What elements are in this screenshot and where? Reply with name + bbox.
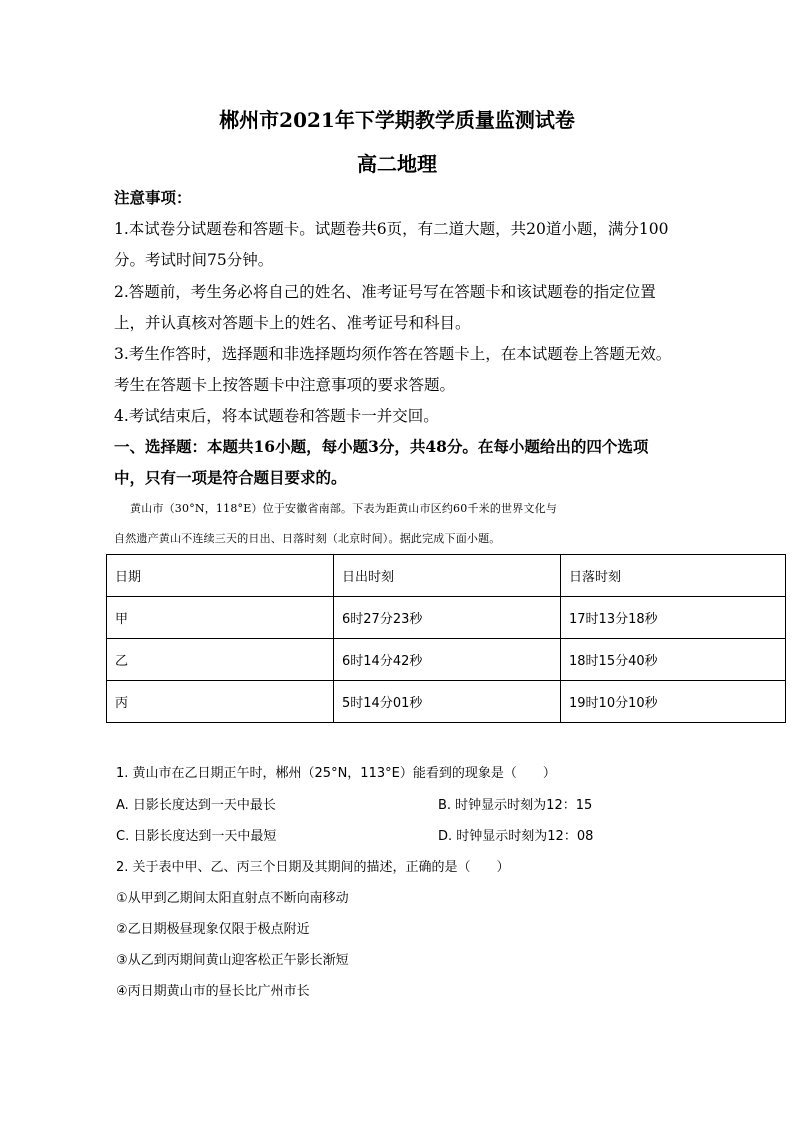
question-1-option-b: B. 时钟显示时刻为12：15 <box>438 798 593 813</box>
table-header-cell: 日出时刻 <box>334 555 561 597</box>
table-cell: 6时14分42秒 <box>334 639 561 681</box>
question-1-option-d: D. 时钟显示时刻为12：08 <box>438 829 594 844</box>
table-cell: 6时27分23秒 <box>334 597 561 639</box>
question-2-statement: ①从甲到乙期间太阳直射点不断向南移动 <box>116 891 349 906</box>
question-1-stem: 1. 黄山市在乙日期正午时，郴州（25°N，113°E）能看到的现象是（ ） <box>116 766 556 781</box>
table-cell: 5时14分01秒 <box>334 681 561 723</box>
notice-line: 上，并认真核对答题卡上的姓名、准考证号和科目。 <box>114 314 471 332</box>
table-cell: 甲 <box>107 597 334 639</box>
table-cell: 丙 <box>107 681 334 723</box>
section-heading: 一、选择题：本题共16小题，每小题3分，共48分。在每小题给出的四个选项 <box>114 437 649 456</box>
question-2-statement: ③从乙到丙期间黄山迎客松正午影长渐短 <box>116 953 349 968</box>
sunrise-sunset-table <box>106 554 786 723</box>
notice-line: 4.考试结束后，将本试题卷和答题卡一并交回。 <box>114 407 439 425</box>
question-1-option-c: C. 日影长度达到一天中最短 <box>116 829 277 844</box>
question-2-stem: 2. 关于表中甲、乙、丙三个日期及其期间的描述，正确的是（ ） <box>116 860 510 875</box>
table-header-cell: 日落时刻 <box>561 555 786 597</box>
passage-line: 黄山市（30°N，118°E）位于安徽省南部。下表为距黄山市区约60千米的世界文化与 <box>130 502 558 515</box>
passage-line: 自然遗产黄山不连续三天的日出、日落时刻（北京时间）。据此完成下面小题。 <box>114 532 501 545</box>
table-row <box>107 681 786 723</box>
table-row <box>107 639 786 681</box>
question-2-statement: ④丙日期黄山市的昼长比广州市长 <box>116 984 310 999</box>
question-2-statement: ②乙日期极昼现象仅限于极点附近 <box>116 922 310 937</box>
table-header-row <box>107 555 786 597</box>
exam-title: 郴州市2021年下学期教学质量监测试卷 <box>219 108 575 132</box>
notice-line: 分。考试时间75分钟。 <box>114 251 274 269</box>
table-header-cell: 日期 <box>107 555 334 597</box>
notice-line: 2.答题前，考生务必将自己的姓名、准考证号写在答题卡和该试题卷的指定位置 <box>114 283 656 301</box>
notice-line: 1.本试卷分试题卷和答题卡。试题卷共6页，有二道大题，共20道小题，满分100 <box>114 220 669 238</box>
notice-heading: 注意事项： <box>114 188 192 207</box>
table-row <box>107 597 786 639</box>
section-heading-cont: 中，只有一项是符合题目要求的。 <box>114 468 347 487</box>
notice-line: 3.考生作答时，选择题和非选择题均须作答在答题卡上，在本试题卷上答题无效。 <box>114 345 672 363</box>
exam-subtitle: 高二地理 <box>357 152 437 176</box>
table-cell: 19时10分10秒 <box>561 681 786 723</box>
question-1-option-a: A. 日影长度达到一天中最长 <box>116 798 276 813</box>
notice-line: 考生在答题卡上按答题卡中注意事项的要求答题。 <box>114 376 456 394</box>
table-cell: 18时15分40秒 <box>561 639 786 681</box>
table-cell: 17时13分18秒 <box>561 597 786 639</box>
table-cell: 乙 <box>107 639 334 681</box>
